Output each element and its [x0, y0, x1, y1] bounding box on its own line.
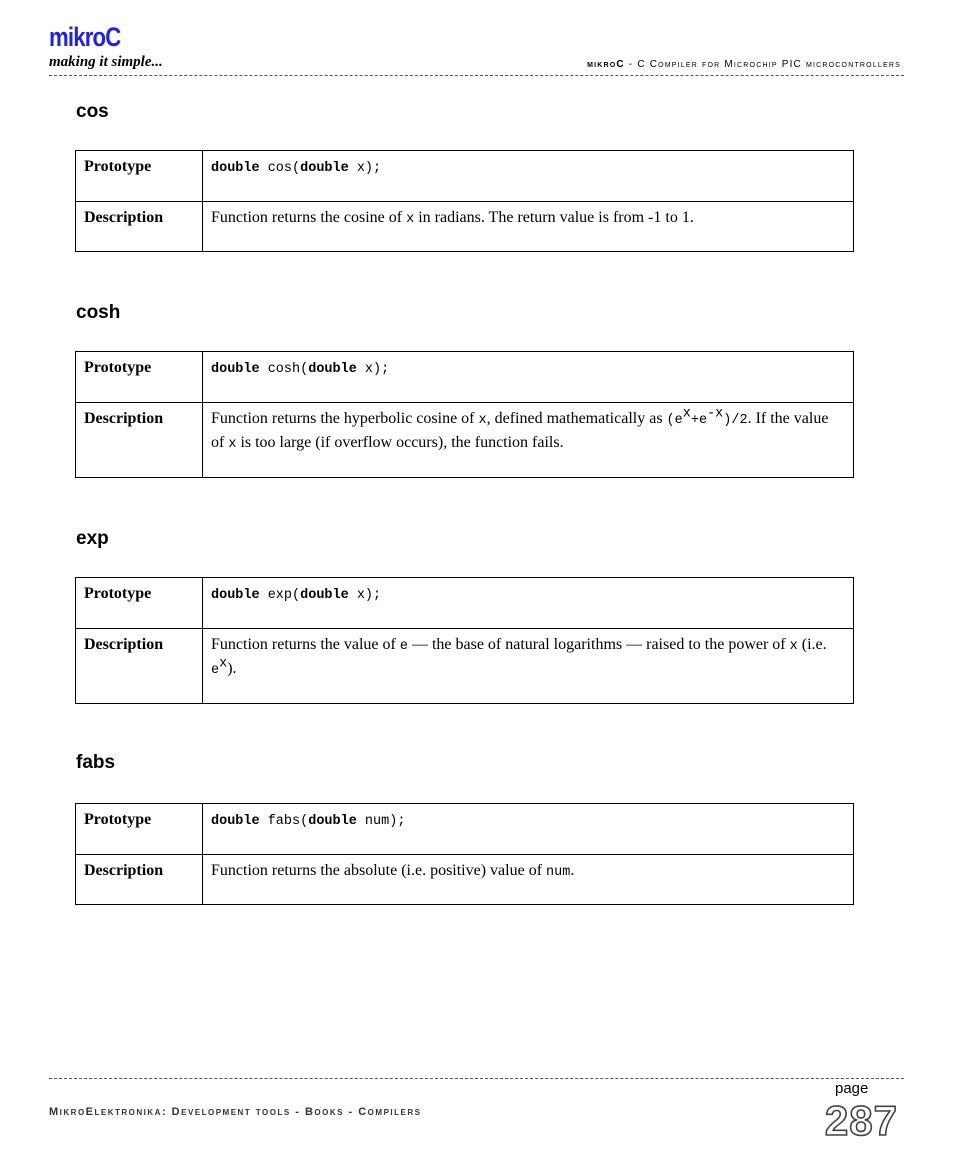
function-table-fabs	[75, 803, 854, 905]
description-value: Function returns the cosine of x in radians. The return value is from -1 to 1.	[203, 202, 854, 252]
section-title-cosh: cosh	[76, 302, 121, 323]
description-label: Description	[76, 202, 203, 252]
section-title-fabs: fabs	[76, 752, 116, 773]
header-subtitle: - C Compiler for Microchip PIC microcontrollers	[624, 59, 901, 70]
tagline: making it simple...	[49, 54, 163, 70]
prototype-label: Prototype	[76, 578, 203, 629]
prototype-value: double fabs(double num);	[203, 804, 854, 855]
prototype-label: Prototype	[76, 352, 203, 403]
prototype-value: double cos(double x);	[203, 151, 854, 202]
page-label: page	[835, 1080, 869, 1097]
prototype-value: double cosh(double x);	[203, 352, 854, 403]
footer-text: MikroElektronika: Development tools - Books - Compilers	[49, 1106, 422, 1118]
description-label: Description	[76, 403, 203, 478]
description-value: Function returns the absolute (i.e. positive) value of num.	[203, 855, 854, 905]
page-number: 287	[824, 1097, 898, 1144]
prototype-label: Prototype	[76, 804, 203, 855]
prototype-value: double exp(double x);	[203, 578, 854, 629]
description-label: Description	[76, 629, 203, 704]
footer-divider	[49, 1078, 904, 1079]
header-brand: mikroC	[587, 59, 625, 70]
section-title-cos: cos	[76, 101, 109, 122]
header-divider	[49, 75, 904, 76]
function-table-cos	[75, 150, 854, 252]
section-title-exp: exp	[76, 528, 109, 549]
prototype-label: Prototype	[76, 151, 203, 202]
description-value: Function returns the value of e — the base of natural logarithms — raised to the power of x (i.e. $e^x$).	[203, 629, 854, 704]
description-label: Description	[76, 855, 203, 905]
function-table-cosh	[75, 351, 854, 478]
mikroc-logo: mikroC	[49, 22, 121, 52]
header-title	[587, 59, 901, 70]
function-table-exp	[75, 577, 854, 704]
description-value: Function returns the hyperbolic cosine of x, defined mathematically as $(e^x+e^{-x})/2$. If the value of x is too large (if overflow occurs), the function fails.	[203, 403, 854, 478]
